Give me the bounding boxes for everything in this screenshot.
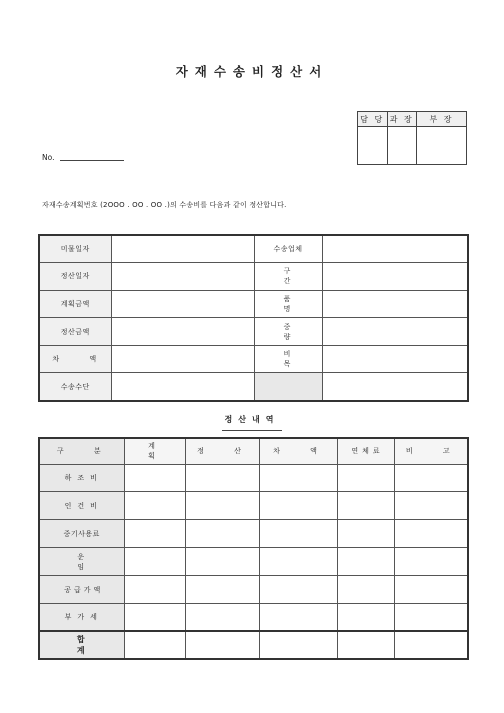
detail-row-label: 하조비 xyxy=(39,464,124,492)
approval-header-staff: 담 당 xyxy=(358,112,388,127)
info-value-settlement-date[interactable] xyxy=(111,263,254,291)
info-label-delivery-date: 미물일자 xyxy=(39,235,111,263)
table-cell[interactable] xyxy=(337,603,394,631)
table-cell[interactable] xyxy=(185,464,259,492)
table-row xyxy=(39,464,468,492)
info-value-transport-means[interactable] xyxy=(111,373,254,401)
table-cell[interactable] xyxy=(337,464,394,492)
table-cell[interactable] xyxy=(124,520,185,548)
table-cell[interactable] xyxy=(124,576,185,604)
info-label-item-name: 품 명 xyxy=(254,290,322,318)
info-value-carrier[interactable] xyxy=(322,235,468,263)
table-cell[interactable] xyxy=(394,548,468,576)
table-cell[interactable] xyxy=(259,576,337,604)
info-value-item-name[interactable] xyxy=(322,290,468,318)
table-cell[interactable] xyxy=(337,548,394,576)
approval-sign-staff[interactable] xyxy=(358,127,388,165)
table-cell[interactable] xyxy=(124,603,185,631)
transport-info-table xyxy=(38,234,469,402)
info-label-settlement-date: 정산일자 xyxy=(39,263,111,291)
detail-header-remarks: 비 고 xyxy=(394,438,468,464)
table-cell[interactable] xyxy=(394,492,468,520)
detail-header-difference: 차 액 xyxy=(259,438,337,464)
info-value-section[interactable] xyxy=(322,263,468,291)
info-label-expense-item: 비 목 xyxy=(254,345,322,373)
info-label-weight: 중 량 xyxy=(254,318,322,346)
total-cell[interactable] xyxy=(394,631,468,659)
table-cell[interactable] xyxy=(185,520,259,548)
intro-sentence: 자재수송계획번호 (2OOO . OO . OO .)의 수송비를 다음과 같이 정산합니다. xyxy=(42,201,287,209)
table-cell[interactable] xyxy=(259,464,337,492)
table-cell[interactable] xyxy=(394,520,468,548)
info-value-difference[interactable] xyxy=(111,345,254,373)
table-row xyxy=(39,576,468,604)
table-row xyxy=(39,492,468,520)
detail-title-underline xyxy=(222,430,282,431)
info-label-section: 구 간 xyxy=(254,263,322,291)
table-cell[interactable] xyxy=(185,548,259,576)
detail-row-label: 공급가액 xyxy=(39,576,124,604)
table-cell[interactable] xyxy=(185,492,259,520)
info-blank-value xyxy=(322,373,468,401)
table-cell[interactable] xyxy=(394,464,468,492)
info-label-carrier: 수송업체 xyxy=(254,235,322,263)
detail-row-label: 중기사용료 xyxy=(39,520,124,548)
detail-row-label: 운 임 xyxy=(39,548,124,576)
table-cell[interactable] xyxy=(185,603,259,631)
document-number-field[interactable] xyxy=(60,160,124,161)
detail-section-title: 정산내역 xyxy=(224,415,280,424)
approval-header-manager: 과 장 xyxy=(387,112,417,127)
table-row xyxy=(39,520,468,548)
approval-sign-manager[interactable] xyxy=(387,127,417,165)
table-cell[interactable] xyxy=(337,576,394,604)
total-row xyxy=(39,631,468,659)
total-cell[interactable] xyxy=(124,631,185,659)
detail-header-settlement: 정 산 xyxy=(185,438,259,464)
table-cell[interactable] xyxy=(185,576,259,604)
table-cell[interactable] xyxy=(124,464,185,492)
total-cell[interactable] xyxy=(259,631,337,659)
table-cell[interactable] xyxy=(259,520,337,548)
table-cell[interactable] xyxy=(394,576,468,604)
approval-header-director: 부 장 xyxy=(417,112,467,127)
table-cell[interactable] xyxy=(124,492,185,520)
info-label-difference: 차 액 xyxy=(39,345,111,373)
table-cell[interactable] xyxy=(259,603,337,631)
document-number-label: No. xyxy=(42,153,55,162)
table-cell[interactable] xyxy=(337,520,394,548)
total-cell[interactable] xyxy=(185,631,259,659)
settlement-detail-table xyxy=(38,437,469,660)
approval-sign-director[interactable] xyxy=(417,127,467,165)
table-cell[interactable] xyxy=(394,603,468,631)
info-label-settled-amount: 정산금액 xyxy=(39,318,111,346)
info-label-transport-means: 수송수단 xyxy=(39,373,111,401)
approval-box xyxy=(357,111,467,165)
table-cell[interactable] xyxy=(259,492,337,520)
info-value-weight[interactable] xyxy=(322,318,468,346)
table-row xyxy=(39,548,468,576)
detail-total-label: 합 계 xyxy=(39,631,124,659)
table-cell[interactable] xyxy=(337,492,394,520)
info-value-planned-amount[interactable] xyxy=(111,290,254,318)
total-cell[interactable] xyxy=(337,631,394,659)
table-cell[interactable] xyxy=(124,548,185,576)
detail-row-label: 인건비 xyxy=(39,492,124,520)
detail-header-late-fee: 연체료 xyxy=(337,438,394,464)
document-title: 자재수송비정산서 xyxy=(175,64,329,79)
detail-header-plan: 계 획 xyxy=(124,438,185,464)
table-row xyxy=(39,603,468,631)
detail-row-label: 부가세 xyxy=(39,603,124,631)
info-blank-label xyxy=(254,373,322,401)
info-value-expense-item[interactable] xyxy=(322,345,468,373)
info-label-planned-amount: 계획금액 xyxy=(39,290,111,318)
document-number xyxy=(42,153,124,162)
table-cell[interactable] xyxy=(259,548,337,576)
info-value-delivery-date[interactable] xyxy=(111,235,254,263)
detail-header-category: 구 분 xyxy=(39,438,124,464)
info-value-settled-amount[interactable] xyxy=(111,318,254,346)
